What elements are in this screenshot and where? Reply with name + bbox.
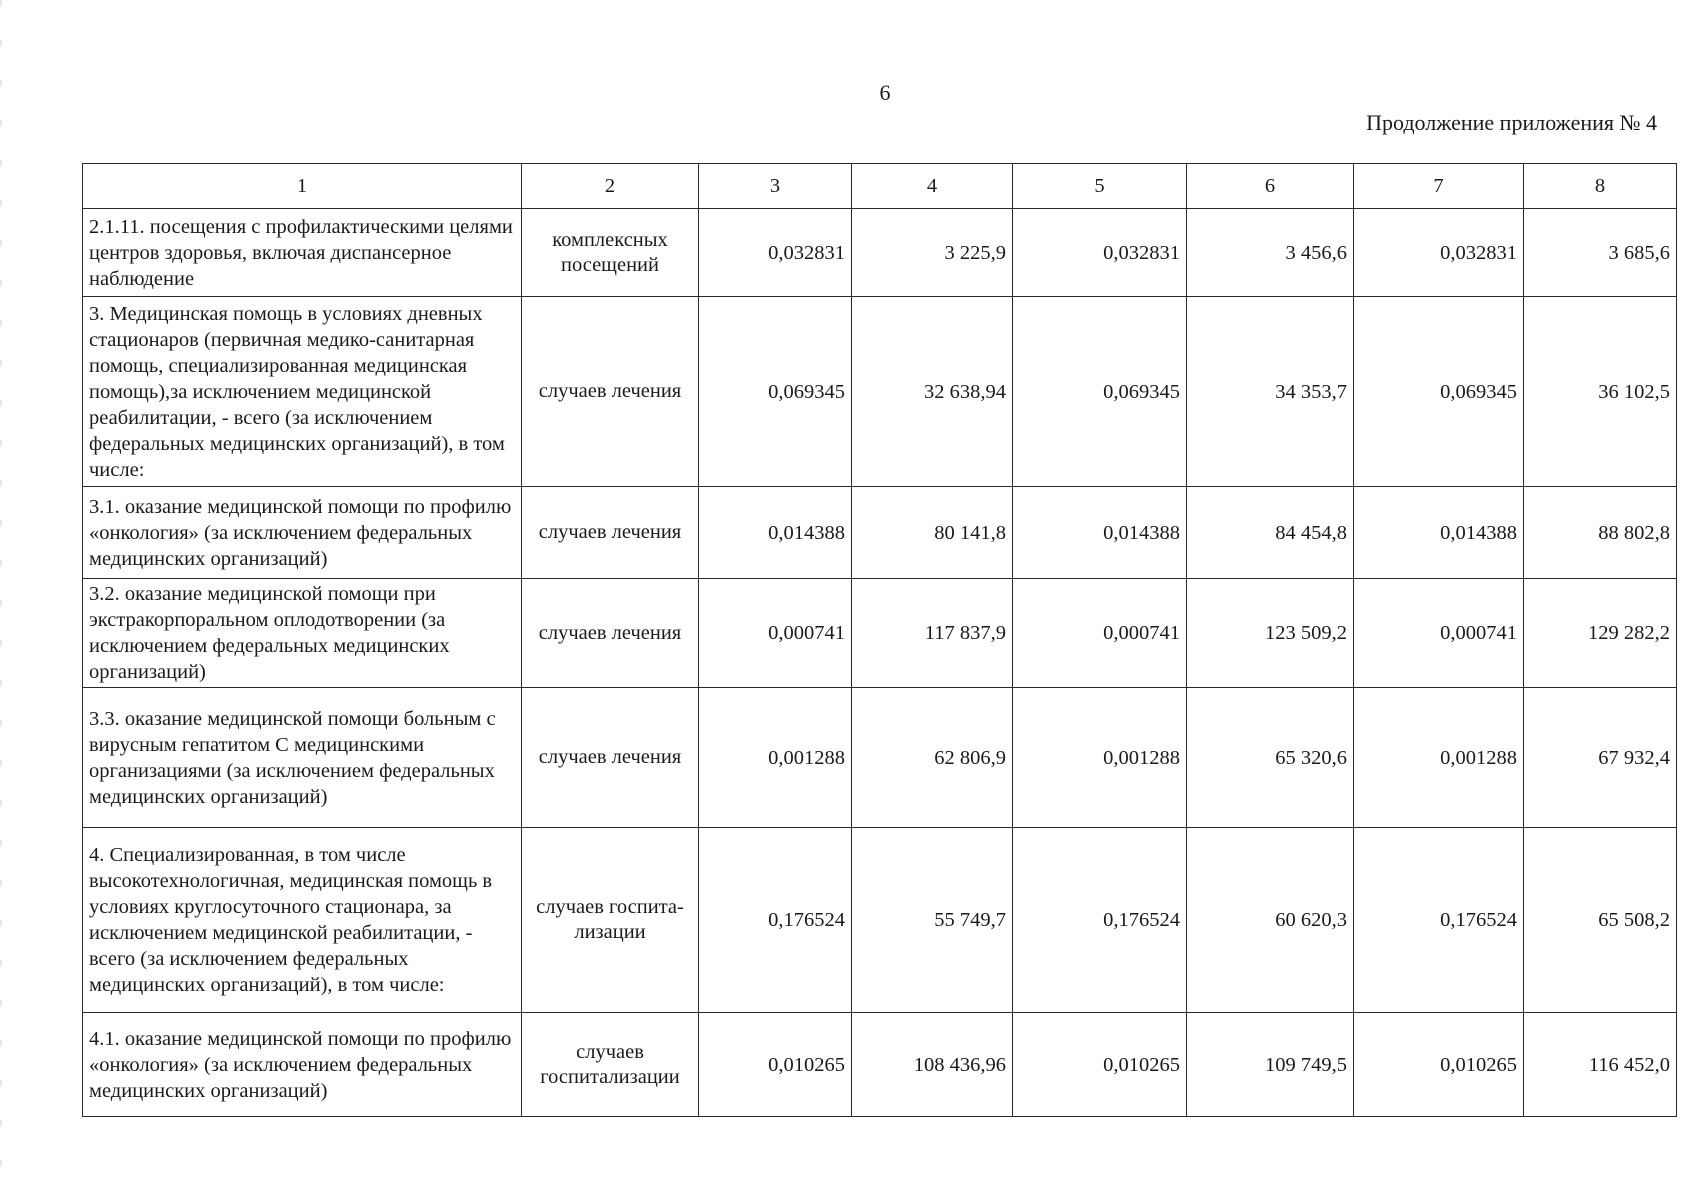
row-unit-cell: случаев госпитализации: [522, 1013, 699, 1117]
value-cell: 84 454,8: [1187, 487, 1354, 579]
value-cell: 0,001288: [1354, 688, 1524, 828]
row-unit-cell: случаев лечения: [522, 579, 699, 688]
value-cell: 0,000741: [699, 579, 852, 688]
value-cell: 0,176524: [699, 828, 852, 1013]
header-cell-5: 5: [1013, 164, 1187, 209]
table-row: [83, 297, 1677, 487]
value-cell: 0,032831: [1013, 209, 1187, 297]
value-cell: 0,014388: [699, 487, 852, 579]
value-cell: 0,000741: [1354, 579, 1524, 688]
value-cell: 0,001288: [699, 688, 852, 828]
table-body: [83, 209, 1677, 1117]
table-row: [83, 209, 1677, 297]
value-cell: 0,176524: [1013, 828, 1187, 1013]
value-cell: 0,014388: [1354, 487, 1524, 579]
appendix-continuation-note: Продолжение приложения № 4: [1366, 110, 1657, 135]
header-cell-6: 6: [1187, 164, 1354, 209]
row-unit-cell: случаев лечения: [522, 487, 699, 579]
row-unit-cell: комплексных посещений: [522, 209, 699, 297]
table-row: [83, 688, 1677, 828]
table-row: [83, 579, 1677, 688]
value-cell: 32 638,94: [852, 297, 1013, 487]
value-cell: 0,010265: [699, 1013, 852, 1117]
value-cell: 0,032831: [1354, 209, 1524, 297]
value-cell: 3 225,9: [852, 209, 1013, 297]
table-header: [83, 164, 1677, 209]
row-name-cell: 3.1. оказание медицинской помощи по профилю «онкология» (за исключением федеральных медицинских организаций): [83, 487, 522, 579]
header-cell-1: 1: [83, 164, 522, 209]
page-number: 6: [879, 80, 891, 105]
value-cell: 34 353,7: [1187, 297, 1354, 487]
table-row: [83, 1013, 1677, 1117]
value-cell: 55 749,7: [852, 828, 1013, 1013]
header-cell-2: 2: [522, 164, 699, 209]
value-cell: 0,010265: [1013, 1013, 1187, 1117]
value-cell: 3 456,6: [1187, 209, 1354, 297]
row-name-cell: 2.1.11. посещения с профилактическими целями центров здоровья, включая диспансерное наблюдение: [83, 209, 522, 297]
header-cell-7: 7: [1354, 164, 1524, 209]
header-cell-4: 4: [852, 164, 1013, 209]
value-cell: 108 436,96: [852, 1013, 1013, 1117]
value-cell: 123 509,2: [1187, 579, 1354, 688]
value-cell: 0,176524: [1354, 828, 1524, 1013]
row-name-cell: 3.3. оказание медицинской помощи больным с вирусным гепатитом С медицинскими организациями (за исключением федеральных медицинских организаций): [83, 688, 522, 828]
value-cell: 0,000741: [1013, 579, 1187, 688]
header-cell-8: 8: [1524, 164, 1677, 209]
row-name-cell: 3. Медицинская помощь в условиях дневных стационаров (первичная медико-санитарная помощь, специализированная медицинская помощь),за исключением медицинской реабилитации, - всего (за исключением федеральных медицинских организаций), в том числе:: [83, 297, 522, 487]
value-cell: 0,001288: [1013, 688, 1187, 828]
value-cell: 129 282,2: [1524, 579, 1677, 688]
value-cell: 80 141,8: [852, 487, 1013, 579]
value-cell: 60 620,3: [1187, 828, 1354, 1013]
value-cell: 3 685,6: [1524, 209, 1677, 297]
value-cell: 65 320,6: [1187, 688, 1354, 828]
row-unit-cell: случаев лечения: [522, 688, 699, 828]
row-name-cell: 4. Специализированная, в том числе высокотехнологичная, медицинская помощь в условиях круглосуточного стационара, за исключением медицинской реабилитации, - всего (за исключением федеральных медицинских организаций), в том числе:: [83, 828, 522, 1013]
data-table: [82, 163, 1677, 1117]
value-cell: 0,010265: [1354, 1013, 1524, 1117]
row-name-cell: 3.2. оказание медицинской помощи при экстракорпоральном оплодотворении (за исключением федеральных медицинских организаций): [83, 579, 522, 688]
value-cell: 36 102,5: [1524, 297, 1677, 487]
header-row: [83, 164, 1677, 209]
value-cell: 67 932,4: [1524, 688, 1677, 828]
value-cell: 62 806,9: [852, 688, 1013, 828]
value-cell: 117 837,9: [852, 579, 1013, 688]
value-cell: 0,069345: [699, 297, 852, 487]
row-name-cell: 4.1. оказание медицинской помощи по профилю «онкология» (за исключением федеральных медицинских организаций): [83, 1013, 522, 1117]
scan-margin-mark: [0, 0, 2, 1200]
row-unit-cell: случаев лечения: [522, 297, 699, 487]
table-row: [83, 487, 1677, 579]
value-cell: 0,069345: [1354, 297, 1524, 487]
value-cell: 65 508,2: [1524, 828, 1677, 1013]
row-unit-cell: случаев госпита-лизации: [522, 828, 699, 1013]
value-cell: 0,032831: [699, 209, 852, 297]
value-cell: 0,014388: [1013, 487, 1187, 579]
table-row: [83, 828, 1677, 1013]
value-cell: 0,069345: [1013, 297, 1187, 487]
value-cell: 109 749,5: [1187, 1013, 1354, 1117]
value-cell: 116 452,0: [1524, 1013, 1677, 1117]
header-cell-3: 3: [699, 164, 852, 209]
value-cell: 88 802,8: [1524, 487, 1677, 579]
